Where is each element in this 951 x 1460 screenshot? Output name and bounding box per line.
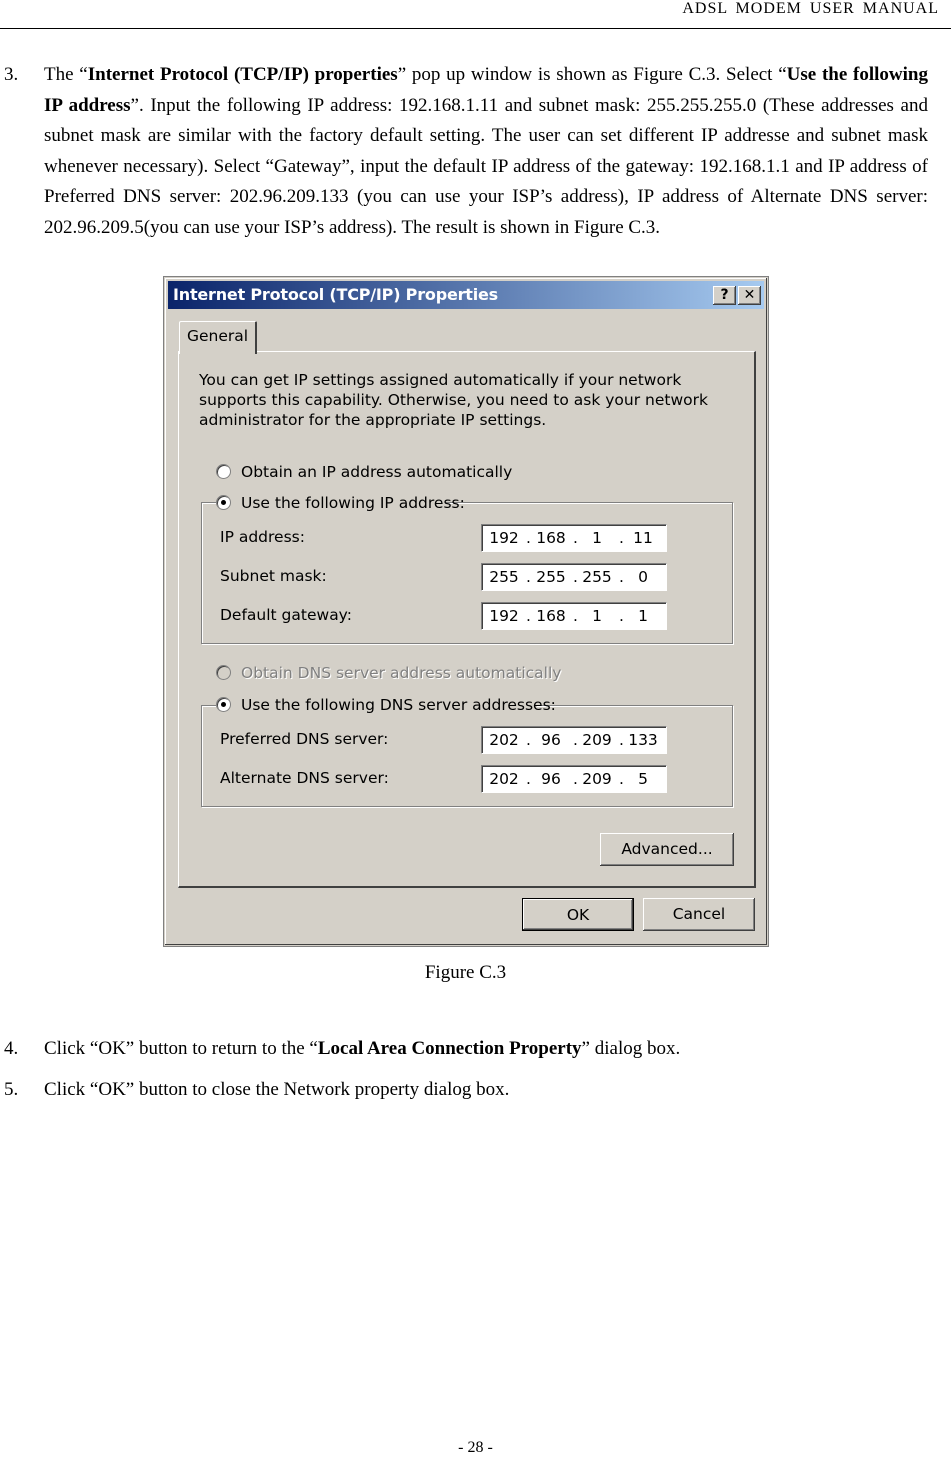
radio-button[interactable] [216, 697, 231, 712]
radio-button[interactable] [216, 495, 231, 510]
tab-general[interactable]: General [179, 321, 257, 354]
ip-address-label: IP address: [220, 528, 305, 546]
alternate-dns-input[interactable]: 202 . 96 . 209 . 5 [481, 765, 667, 793]
figure-caption: Figure C.3 [424, 962, 507, 983]
page-header [0, 0, 951, 29]
radio-button[interactable] [216, 665, 231, 680]
advanced-button[interactable]: Advanced... [600, 833, 734, 866]
step-number: 3. [4, 64, 19, 85]
radio-label: Obtain an IP address automatically [241, 463, 513, 481]
radio-label: Use the following DNS server addresses: [241, 696, 556, 714]
dialog-title: Internet Protocol (TCP/IP) Properties [173, 285, 498, 304]
ok-button[interactable]: OK [522, 898, 634, 931]
default-gateway-input[interactable]: 192 . 168 . 1 . 1 [481, 602, 667, 630]
default-gateway-label: Default gateway: [220, 606, 352, 624]
radio-label: Use the following IP address: [241, 494, 465, 512]
dialog-titlebar [168, 281, 764, 309]
preferred-dns-input[interactable]: 202 . 96 . 209 . 133 [481, 726, 667, 754]
step-number: 5. [4, 1079, 19, 1100]
step-text: Click “OK” button to return to the “Local Area Connection Property” dialog box. [44, 1038, 681, 1059]
radio-button[interactable] [216, 464, 231, 479]
step-text: The “Internet Protocol (TCP/IP) properties” pop up window is shown as Figure C.3. Select “Use the following IP address”. Input the following IP address: 192.168.1.11 and subnet mask: 255.255.255.0 (These addresses and subnet mask are similar with the factory default setting. The user can set different IP addresse and subnet mask whenever necessary). Select “Gateway”, input the default IP address of the gateway: 192.168.1.1 and IP address of Preferred DNS server: 202.96.209.133 (you can use your ISP’s address), IP address of Alternate DNS server: 202.96.209.5(you can use your ISP’s address). The result is shown in Figure C.3. [44, 64, 928, 238]
radio-label: Obtain DNS server address automatically [241, 664, 562, 682]
tcpip-properties-dialog [164, 277, 768, 946]
subnet-mask-label: Subnet mask: [220, 567, 327, 585]
step-number: 4. [4, 1038, 19, 1059]
page-number: - 28 - [458, 1439, 493, 1456]
step-text: Click “OK” button to close the Network property dialog box. [44, 1079, 510, 1100]
radio-use-ip[interactable] [216, 492, 465, 514]
header-title: ADSL MODEM USER MANUAL [682, 0, 939, 17]
dialog-description: You can get IP settings assigned automatically if your network supports this capability. Otherwise, you need to ask your network administrator for the appropriate IP settings. [199, 371, 708, 429]
close-button[interactable]: ✕ [738, 286, 761, 305]
cancel-button[interactable]: Cancel [643, 898, 755, 931]
ip-address-input[interactable]: 192 . 168 . 1 . 11 [481, 524, 667, 552]
alternate-dns-label: Alternate DNS server: [220, 769, 389, 787]
subnet-mask-input[interactable]: 255 . 255 . 255 . 0 [481, 563, 667, 591]
help-button[interactable]: ? [713, 286, 736, 305]
radio-use-dns[interactable] [216, 694, 556, 716]
preferred-dns-label: Preferred DNS server: [220, 730, 389, 748]
